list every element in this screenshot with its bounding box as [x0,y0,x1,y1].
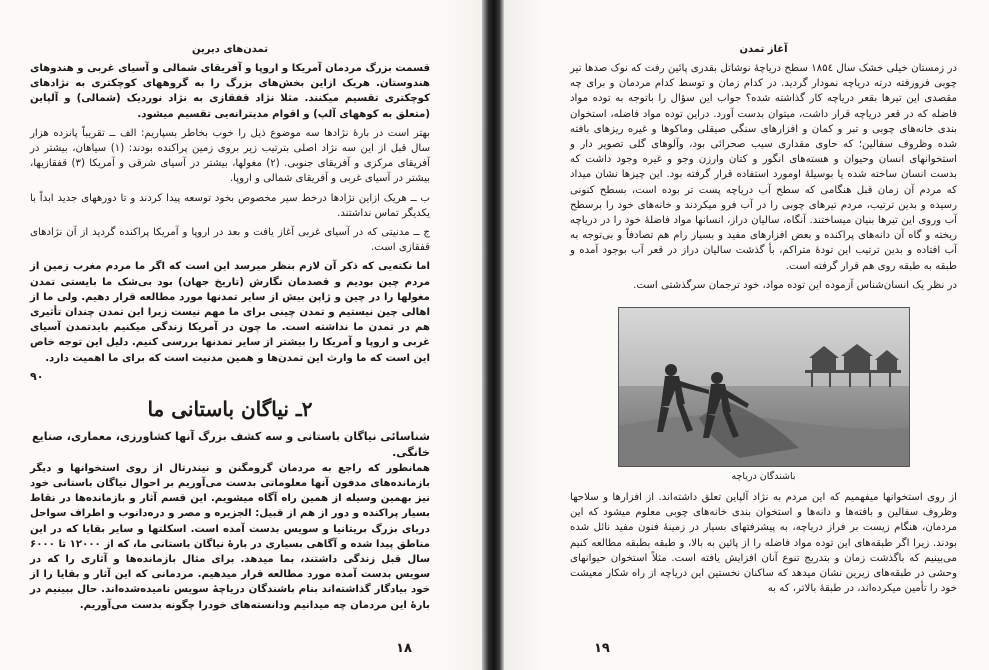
paragraph: ج ــ مدنیتی که در آسیای غربی آغاز یافت و بعد در اروپا و آمریکا پراکنده گردید از آن نژادهای قفقازی است. [30,227,430,254]
chapter-title: ۲ـ نیاگان باستانی ما [147,396,313,421]
book-spine [482,0,504,670]
paragraph: قسمت بزرگ مردمان آمریکا و اروپا و آفریقای شمالی و آسیای غربی و هندوهای هندوستان. هریک ازاین بخش‌های بزرگ را به گروههای کوچکتری به نژادهای کوچکتری تقسیم میکنند. مثلا نژاد قفقازی به نژاد نوردیک (شمالی) و آلپاین (متعلق به کوههای آلپ) و اقوام مدیترانه‌یی تقسیم میشود. [30,63,430,120]
paragraph: در زمستان خیلی خشک سال ۱۸۵٤ سطح دریاچهٔ نوشاتل بقدری پائین رفت که نوک صدها تیر چوبی فرورفته درته دریاچه نمودار گردید. در کدام زمان و توسط کدام مردمان و برای چه مقصدی این تیرها بقعر دریاچه کار گذاشته شده؟ جواب این سؤال را باتوجه به توده مواد فاضله که در قعر دریاچه قرار داشت، میتوان بدست آورد. دراین توده مواد فاضله، استخوان بندی خانه‌های چوبی و تبر و کمان و افزارهای سنگی صیقلی وماکوها و غیره ریزهای بافته شده وظروف سفالین؛ که حاوی مقداری سیب صحرائی بود، وآلوهای گلی تصویر دار و استخوانهای انسان وحیوان و هسته‌های انگور و کتان وارزن وجو و غیره وجود داشت که بدست انسان ساخته شده یا بوسیلهٔ اومورد استفاده قرار گرفته بود. این چیزها نشان میداد که مردم آن زمان قبل هنگامی که سطح آب دریاچه پست تر بوده است، بسطح کنونی رسیده و بدین ترتیب، مردم تیرهای چوبی را در آب فرو میکردند و خانه‌های خود را برسطح آب وروی این تیرها بنیان میساختند. آنگاه، سالیان دراز، انسانها مواد فاضلهٔ خود را در دریاچه ریخته و گاه آن‌ دانه‌های پراکنده و بعض افزارهای مفید و بسیار رام هم تصادفاً و بی‌توجه به آب افتاده و بدین ترتیب این تودهٔ متراکم، بأ گذشت سالیان دراز در قعر آب بوجود آمده و طبقه به طبقه روی هم قرار گرفته است. [570,63,957,272]
lake-dwellers-illustration [619,308,909,466]
paragraph: از روی استخوانها میفهمیم که این مردم به نژاد آلپاین تعلق داشته‌اند. از افزارها و سلاحها وظروف سفالین و بافته‌ها و دانه‌ها و استخوان بندی خانه‌های چوبی معلوم میشود که این مردمان، هنگام زیست بر فراز دریاچه، به پیشرفتهای بسیار در زمینهٔ فنون مفید نائل شده بودند. زیرا اگر طبقه‌های این توده مواد فاضله را از پائین به بالا، و طبقه بطبقه مطالعه کنیم می‌بینیم که باگذشت زمان و بتدریج تنوع آنان افزایش یافته است. مثلاً استخوان حیوانهای وحشی در طبقه‌های زیرین نشان میدهد که ساکنان نخستین این دریاچه از راه شکار معیشت خود را تأمین میکرده‌اند، در طبقهٔ بالاتر، که به [570,492,957,595]
page-number-left: ۱۸ [396,641,412,656]
paragraph: در نظر یک انسان‌شناس آزموده این توده مواد، خود ترجمان سرگذشتی است. [633,279,957,291]
running-head-left: تمدن‌های دیرین [192,44,268,55]
paragraph: اما نکته‌یی که ذکر آن لازم بنظر میرسد این است که اگر ما مردم مغرب زمین از مردم چین بودیم و قصدمان نگارش (تاریخ جهان) بود بی‌شک ما بایستی تمدن مغولها را در چین و ژاپن بیش از سایر تمدنها مورد مطالعه قرار دهیم. ولی ما از اهالی چین نیستیم و تمدن چینی برای ما مهم نیست زیرا این تمدن چندان تأثیری هم در تمدن ما نداشته است. ما چون در آمریکا زندگی میکنیم بایدتمدن آسیای غربی و اروپا و آمریکا را بیشتر از سایر تمدنها بررسی کنیم. دلیل این توجه خاص این است که ما وارث این تمدن‌ها و همین مدنیت است که برای ما اهمیت دارد. [30,261,430,364]
running-head-right: آغاز تمدن [739,44,788,55]
inline-number: ۹۰ [30,369,44,383]
chapter-subheading: شناسائی نیاگان باستانی و سه کشف بزرگ آنها کشاورزی، معماری، صنایع خانگی. [32,429,430,459]
chapter-text: همانطور که راجع به مردمان گرومگنن و نیندرتال از روی استخوانها و دیگر بازمانده‌های مدفون آنها معلوماتی بدست می‌آوریم بر احوال نیاگان باستانی خود نیز بهمین وسیله از همین راه آگاه میشویم. این قسم آثار و بازمانده‌ها در نقاط بسیار پراکنده و دور از هم از قبیل: الجزیره و مصر و دره‌دانوب و اطراف سواحل دریای بزرگ بریتانیا و سویس بدست آمده است. اسکلتها و سایر بقایا که در این مناطق پیدا شده و آگاهی بسیاری در بارهٔ نیاگان باستانی ما، که از ۱۲۰۰۰ تا ۶۰۰۰ سال قبل زندگی داشتند، بما میدهد. برای مثال بازمانده‌ها و آثاری را که در سویس بدست آمده مورد مطالعه قرار میدهیم. مردمانی که این آثار و بقایا را از خود بیادگار گذاشته‌اند بنام باشندگان دریاچهٔ سویس نامیده‌شده‌اند. حال ببینیم در بارهٔ این مردمان چه میدانیم ودانسته‌های خودرا چگونه بدست می‌آوریم. [30,462,430,611]
page-number-right: ۱۹ [594,641,610,656]
left-page [0,0,482,670]
paragraph: بهتر است در بارهٔ نژادها سه موضوع ذیل را خوب بخاطر بسپاریم: الف ــ تقریباً پانزده هزار سال قبل از این سه نژاد اصلی بترتیب زیر بروی زمین پراکنده بودند: (۱) سیاهان، بیشتر در آفریقای مرکزی و آفریقای جنوبی. (۲) مغولها، بیشتر در آسیای شرقی و آمریکا (۳) قفقازیها، بیشتر در آسیای غربی و آفریقای شمالی و اروپا. [30,127,430,185]
paragraph: ب ــ هریک ازاین نژادها درخط سیر مخصوص بخود توسعه پیدا کردند و تا دورههای جدید ابداً با یکدیگر تماس نداشتند. [30,192,430,219]
right-page [504,0,989,670]
lake-dwellers-photo [618,307,910,467]
photo-caption: باشندگان دریاچه [731,471,796,483]
